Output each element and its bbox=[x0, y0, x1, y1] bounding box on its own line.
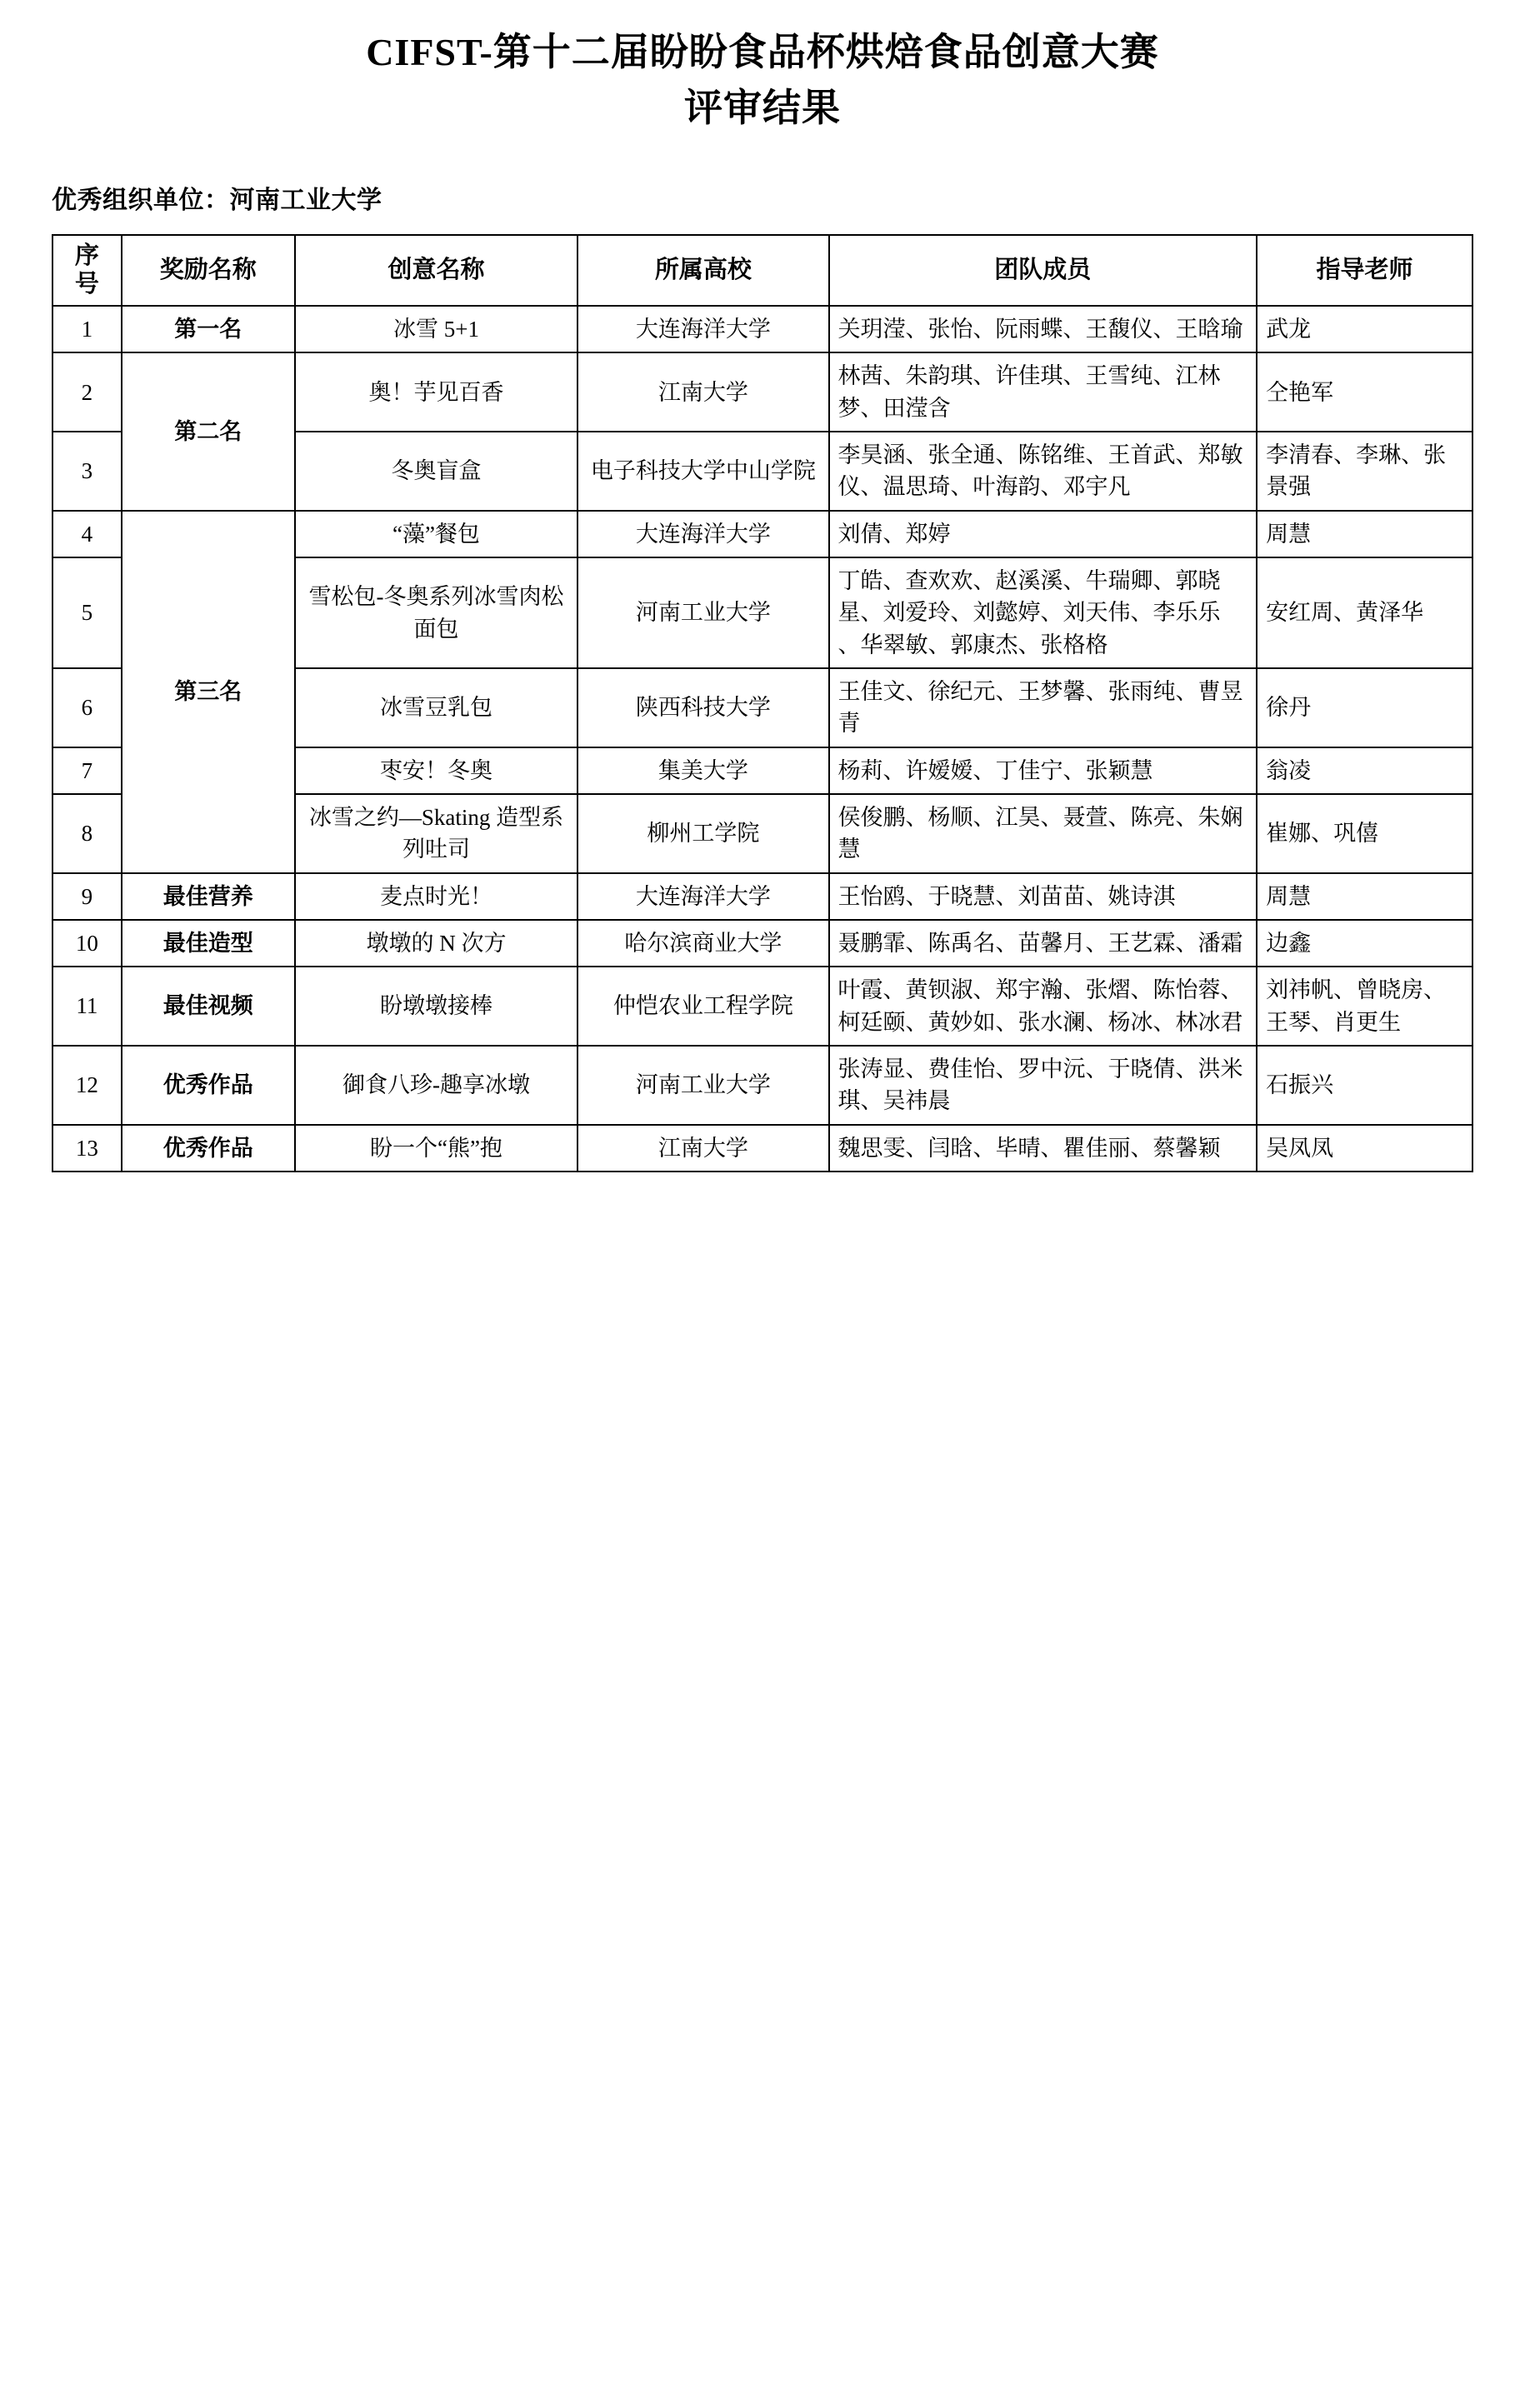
cell-teacher: 翁凌 bbox=[1257, 747, 1472, 794]
column-header-no-line1: 序 bbox=[74, 242, 99, 270]
cell-members: 王佳文、徐纪元、王梦馨、张雨纯、曹昱青 bbox=[829, 668, 1258, 747]
table-row bbox=[52, 920, 1472, 967]
table-row bbox=[52, 967, 1472, 1046]
cell-members: 李昊涵、张全通、陈铭维、王首武、郑敏仪、温思琦、叶海韵、邓宇凡 bbox=[829, 432, 1258, 511]
cell-no: 4 bbox=[52, 511, 122, 557]
table-row bbox=[52, 511, 1472, 557]
cell-members: 关玥滢、张怡、阮雨蝶、王馥仪、王晗瑜 bbox=[829, 306, 1258, 352]
cell-members: 刘倩、郑婷 bbox=[829, 511, 1258, 557]
table-row bbox=[52, 1125, 1472, 1172]
cell-no: 1 bbox=[52, 306, 122, 352]
column-header-no bbox=[52, 235, 122, 306]
cell-school: 电子科技大学中山学院 bbox=[578, 432, 828, 511]
cell-idea: 盼一个“熊”抱 bbox=[295, 1125, 578, 1172]
cell-idea: 枣安！冬奥 bbox=[295, 747, 578, 794]
cell-members: 林茜、朱韵琪、许佳琪、王雪纯、江林梦、田滢含 bbox=[829, 352, 1258, 432]
cell-members: 叶霞、黄钡淑、郑宇瀚、张熠、陈怡蓉、柯廷颐、黄妙如、张水澜、杨冰、林冰君 bbox=[829, 967, 1258, 1046]
cell-award: 最佳视频 bbox=[122, 967, 295, 1046]
cell-school: 大连海洋大学 bbox=[578, 306, 828, 352]
cell-idea: 御食八珍-趣享冰墩 bbox=[295, 1046, 578, 1125]
cell-no: 11 bbox=[52, 967, 122, 1046]
results-table-body bbox=[52, 306, 1472, 1172]
cell-members: 侯俊鹏、杨顺、江昊、聂萱、陈亮、朱娴慧 bbox=[829, 794, 1258, 873]
column-header-award: 奖励名称 bbox=[122, 235, 295, 306]
cell-no: 8 bbox=[52, 794, 122, 873]
cell-idea: 冰雪 5+1 bbox=[295, 306, 578, 352]
cell-award: 第二名 bbox=[122, 352, 295, 510]
organizing-unit-line: 优秀组织单位：河南工业大学 bbox=[52, 187, 382, 215]
cell-idea: 冰雪之约—Skating 造型系列吐司 bbox=[295, 794, 578, 873]
column-header-teacher: 指导老师 bbox=[1257, 235, 1472, 306]
cell-school: 大连海洋大学 bbox=[578, 873, 828, 920]
table-row bbox=[52, 352, 1472, 432]
cell-award: 最佳营养 bbox=[122, 873, 295, 920]
cell-no: 6 bbox=[52, 668, 122, 747]
cell-idea: 麦点时光！ bbox=[295, 873, 578, 920]
title-line-2: 评审结果 bbox=[684, 86, 841, 129]
results-table bbox=[52, 234, 1473, 1172]
cell-members: 王怡鸥、于晓慧、刘苗苗、姚诗淇 bbox=[829, 873, 1258, 920]
cell-school: 哈尔滨商业大学 bbox=[578, 920, 828, 967]
cell-award: 最佳造型 bbox=[122, 920, 295, 967]
cell-no: 5 bbox=[52, 557, 122, 668]
column-header-school: 所属高校 bbox=[578, 235, 828, 306]
cell-teacher: 石振兴 bbox=[1257, 1046, 1472, 1125]
cell-school: 柳州工学院 bbox=[578, 794, 828, 873]
cell-school: 江南大学 bbox=[578, 352, 828, 432]
cell-idea: 墩墩的 N 次方 bbox=[295, 920, 578, 967]
cell-no: 2 bbox=[52, 352, 122, 432]
cell-award: 优秀作品 bbox=[122, 1125, 295, 1172]
cell-teacher: 刘祎帆、曾晓房、王琴、肖更生 bbox=[1257, 967, 1472, 1046]
cell-no: 7 bbox=[52, 747, 122, 794]
cell-idea: 盼墩墩接棒 bbox=[295, 967, 578, 1046]
cell-members: 丁皓、查欢欢、赵溪溪、牛瑞卿、郭晓星、刘爱玲、刘懿婷、刘天伟、李乐乐 、华翠敏、郭康杰、张格格 bbox=[829, 557, 1258, 668]
column-header-no-line2: 号 bbox=[74, 270, 99, 297]
table-header-row bbox=[52, 235, 1472, 306]
cell-teacher: 吴凤凤 bbox=[1257, 1125, 1472, 1172]
cell-school: 陕西科技大学 bbox=[578, 668, 828, 747]
cell-teacher: 李清春、李琳、张景强 bbox=[1257, 432, 1472, 511]
cell-teacher: 周慧 bbox=[1257, 511, 1472, 557]
cell-teacher: 安红周、黄泽华 bbox=[1257, 557, 1472, 668]
cell-teacher: 边鑫 bbox=[1257, 920, 1472, 967]
cell-idea: “藻”餐包 bbox=[295, 511, 578, 557]
cell-award: 第三名 bbox=[122, 511, 295, 873]
column-header-members: 团队成员 bbox=[829, 235, 1258, 306]
cell-award: 优秀作品 bbox=[122, 1046, 295, 1125]
cell-members: 魏思雯、闫晗、毕晴、瞿佳丽、蔡馨颖 bbox=[829, 1125, 1258, 1172]
cell-school: 集美大学 bbox=[578, 747, 828, 794]
cell-no: 10 bbox=[52, 920, 122, 967]
cell-teacher: 周慧 bbox=[1257, 873, 1472, 920]
cell-members: 聂鹏霏、陈禹名、苗馨月、王艺霖、潘霜 bbox=[829, 920, 1258, 967]
title-line-1: CIFST-第十二届盼盼食品杯烘焙食品创意大赛 bbox=[366, 31, 1159, 73]
cell-idea: 雪松包-冬奥系列冰雪肉松面包 bbox=[295, 557, 578, 668]
cell-award: 第一名 bbox=[122, 306, 295, 352]
table-row bbox=[52, 873, 1472, 920]
cell-school: 大连海洋大学 bbox=[578, 511, 828, 557]
page-title bbox=[52, 25, 1473, 136]
cell-idea: 冬奥盲盒 bbox=[295, 432, 578, 511]
cell-school: 河南工业大学 bbox=[578, 557, 828, 668]
column-header-idea: 创意名称 bbox=[295, 235, 578, 306]
table-row bbox=[52, 1046, 1472, 1125]
cell-teacher: 武龙 bbox=[1257, 306, 1472, 352]
table-row bbox=[52, 306, 1472, 352]
cell-no: 12 bbox=[52, 1046, 122, 1125]
cell-members: 张涛显、费佳怡、罗中沅、于晓倩、洪米琪、吴祎晨 bbox=[829, 1046, 1258, 1125]
cell-no: 3 bbox=[52, 432, 122, 511]
cell-teacher: 崔娜、巩僖 bbox=[1257, 794, 1472, 873]
cell-school: 河南工业大学 bbox=[578, 1046, 828, 1125]
cell-school: 江南大学 bbox=[578, 1125, 828, 1172]
cell-no: 13 bbox=[52, 1125, 122, 1172]
cell-school: 仲恺农业工程学院 bbox=[578, 967, 828, 1046]
cell-idea: 冰雪豆乳包 bbox=[295, 668, 578, 747]
cell-teacher: 仝艳军 bbox=[1257, 352, 1472, 432]
cell-no: 9 bbox=[52, 873, 122, 920]
cell-members: 杨莉、许嫒嫒、丁佳宁、张颖慧 bbox=[829, 747, 1258, 794]
cell-idea: 奥！芋见百香 bbox=[295, 352, 578, 432]
cell-teacher: 徐丹 bbox=[1257, 668, 1472, 747]
